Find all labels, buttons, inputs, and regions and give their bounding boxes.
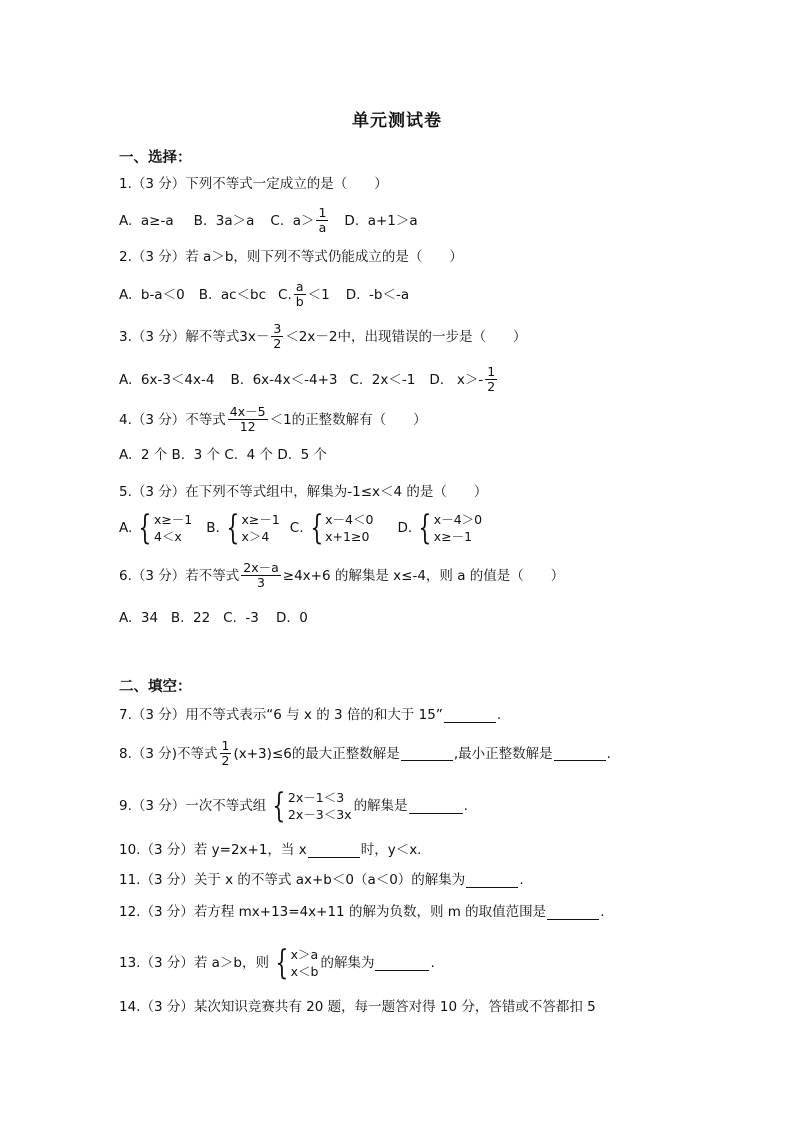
- q5-d-line2: x≥－1: [433, 529, 473, 544]
- question-7: [119, 705, 501, 725]
- q8-middle: 的最大正整数解是: [291, 745, 400, 762]
- q9-prefix: 9.（3 分）一次不等式组: [119, 798, 267, 814]
- question-10: [119, 840, 421, 860]
- q2-option-c-prefix: C.: [278, 286, 292, 303]
- q5-option-a-system: [134, 508, 193, 548]
- q8-numerator: 1: [221, 738, 230, 753]
- q5-c-line2: x+1≥0: [325, 529, 370, 544]
- q5-b-line1: x≥－1: [241, 512, 280, 527]
- q6-options-text: A. 34 B. 22 C. -3 D. 0: [119, 610, 308, 626]
- q12-suffix: .: [600, 904, 605, 920]
- q14-text: 14.（3 分）某次知识竞赛共有 20 题，每一题答对得 10 分，答错或不答都扣 5: [119, 999, 596, 1015]
- q8-prefix: 8.（3 分)不等式: [119, 745, 218, 762]
- q4-stem-suffix: ＜1的正整数解有（ ）: [269, 411, 427, 428]
- q2-option-d: D. -b＜-a: [345, 286, 410, 303]
- question-6-stem: [119, 561, 564, 590]
- question-5-stem: [119, 482, 487, 502]
- q1-option-a: A. a≥-a: [119, 212, 174, 229]
- q5-option-b-system: [222, 508, 280, 548]
- q5-option-c-label: C.: [289, 520, 304, 536]
- q1-option-d: D. a+1＞a: [344, 212, 418, 229]
- question-13: [119, 943, 435, 983]
- q11-suffix: .: [519, 872, 524, 888]
- q1-option-c-prefix: C. a＞: [270, 212, 315, 229]
- q6-fraction: [241, 561, 281, 590]
- q2-stem-text: 2.（3 分）若 a＞b，则下列不等式仍能成立的是（ ）: [119, 249, 463, 265]
- q10-answer-blank[interactable]: [308, 843, 360, 858]
- brace-icon: {: [138, 508, 152, 548]
- q3-expr-denominator: 2: [273, 336, 282, 351]
- q8-suffix: .: [606, 745, 611, 762]
- q3-stem-suffix: 中，出现错误的一步是（ ）: [337, 328, 527, 345]
- q7-text: 7.（3 分）用不等式表示“6 与 x 的 3 倍的和大于 15”: [119, 707, 443, 723]
- q6-denominator: 3: [257, 575, 265, 590]
- brace-icon: {: [226, 508, 240, 548]
- q8-middle2: ,最小正整数解是: [453, 745, 553, 762]
- q5-option-a-label: A.: [119, 520, 133, 536]
- q4-numerator: 4x－5: [229, 404, 266, 419]
- question-14: [119, 997, 596, 1017]
- q3-option-d-prefix: D. x＞-: [429, 371, 484, 388]
- q5-d-line1: x－4＞0: [433, 512, 483, 527]
- brace-icon: {: [272, 786, 286, 826]
- q8-denominator: 2: [221, 753, 230, 768]
- question-4-options: [119, 445, 327, 465]
- q7-suffix: .: [496, 707, 502, 723]
- question-3-options: [119, 365, 499, 394]
- q8-max-answer-blank[interactable]: [401, 746, 453, 761]
- q12-prefix: 12.（3 分）若方程 mx+13=4x+11 的解为负数，则 m 的取值范围是: [119, 904, 547, 920]
- q9-answer-blank[interactable]: [409, 799, 463, 814]
- q9-suffix: .: [463, 798, 468, 814]
- q13-suffix: .: [430, 955, 435, 971]
- q2-option-c-fraction: [294, 280, 306, 309]
- q9-middle: 的解集是: [353, 798, 408, 814]
- brace-icon: {: [309, 508, 323, 548]
- q1-option-c-fraction: [316, 206, 328, 235]
- q3-option-d-fraction: [485, 365, 497, 394]
- q5-stem-text: 5.（3 分）在下列不等式组中，解集为-1≤x＜4 的是（ ）: [119, 484, 488, 500]
- q9-line2: 2x－3＜3x: [287, 807, 352, 822]
- q1-c-denominator: a: [318, 220, 327, 235]
- q4-denominator: 12: [239, 419, 256, 434]
- q3-expr-prefix: 3x－: [239, 328, 270, 345]
- q5-option-d-label: D.: [397, 520, 413, 536]
- q5-option-c-system: [306, 508, 374, 548]
- q7-answer-blank[interactable]: [444, 708, 496, 723]
- question-11: [119, 870, 524, 890]
- q13-prefix: 13.（3 分）若 a＞b，则: [119, 955, 269, 971]
- question-1-options: [119, 206, 418, 235]
- q1-stem-text: 1.（3 分）下列不等式一定成立的是（ ）: [119, 176, 388, 192]
- section-choice-heading: 一、选择：: [119, 149, 192, 166]
- q13-line2: x＜b: [290, 964, 319, 979]
- q6-stem-prefix: 6.（3 分）若不等式: [119, 567, 240, 584]
- q13-middle: 的解集为: [320, 955, 375, 971]
- q1-c-numerator: 1: [318, 205, 327, 220]
- q3-d-denominator: 2: [487, 379, 496, 394]
- q5-a-line1: x≥－1: [153, 512, 193, 527]
- q6-stem-suffix: ≥4x+6 的解集是 x≤-4，则 a 的值是（ ）: [282, 567, 565, 584]
- q8-fraction: [220, 739, 232, 768]
- q3-d-numerator: 1: [487, 364, 496, 379]
- question-6-options: [119, 608, 308, 628]
- brace-icon: {: [275, 943, 289, 983]
- q4-fraction: [228, 405, 268, 434]
- question-2-stem: [119, 247, 463, 267]
- q4-stem-prefix: 4.（3 分）不等式: [119, 411, 226, 428]
- question-4-stem: [119, 405, 427, 434]
- q5-option-b-label: B.: [206, 520, 220, 536]
- question-1-stem: [119, 174, 388, 194]
- q11-prefix: 11.（3 分）关于 x 的不等式 ax+b＜0（a＜0）的解集为: [119, 872, 466, 888]
- q9-line1: 2x－1＜3: [287, 790, 345, 805]
- q13-answer-blank[interactable]: [375, 956, 429, 971]
- q10-suffix: 时，y＜x.: [360, 842, 422, 858]
- question-8: [119, 739, 611, 768]
- q12-answer-blank[interactable]: [547, 905, 599, 920]
- q6-numerator: 2x－a: [243, 560, 279, 575]
- question-5-options: [119, 508, 484, 548]
- q2-c-denominator: b: [295, 294, 304, 309]
- q3-option-a: A. 6x-3＜4x-4: [119, 371, 215, 388]
- q5-option-d-system: [414, 508, 483, 548]
- question-3-stem: [119, 322, 526, 351]
- q4-options-text: A. 2 个 B. 3 个 C. 4 个 D. 5 个: [119, 447, 327, 463]
- q3-option-b: B. 6x-4x＜-4+3: [230, 371, 338, 388]
- q3-option-c: C. 2x＜-1: [349, 371, 416, 388]
- q1-option-b: B. 3a＞a: [193, 212, 255, 229]
- q2-c-numerator: a: [295, 279, 304, 294]
- brace-icon: {: [418, 508, 432, 548]
- q2-option-a: A. b-a＜0: [119, 286, 185, 303]
- q13-line1: x＞a: [290, 947, 319, 962]
- question-12: [119, 902, 604, 922]
- question-2-options: [119, 280, 409, 309]
- q5-a-line2: 4＜x: [153, 529, 182, 544]
- q3-expr-numerator: 3: [273, 321, 282, 336]
- q5-b-line2: x＞4: [241, 529, 270, 544]
- q3-stem-prefix: 3.（3 分）解不等式: [119, 328, 240, 345]
- q2-option-c-suffix: ＜1: [307, 286, 330, 303]
- q10-prefix: 10.（3 分）若 y=2x+1，当 x: [119, 842, 307, 858]
- q5-c-line1: x－4＜0: [325, 512, 374, 527]
- section-fill-heading: 二、填空：: [119, 678, 192, 695]
- q3-expr-suffix: ＜2x－2: [285, 328, 338, 345]
- q2-option-b: B. ac＜bc: [198, 286, 267, 303]
- question-9: [119, 786, 468, 826]
- q11-answer-blank[interactable]: [466, 873, 518, 888]
- q13-system: [271, 943, 319, 983]
- q8-min-answer-blank[interactable]: [554, 746, 606, 761]
- q9-system: [268, 786, 352, 826]
- q8-expression: (x+3)≤6: [233, 745, 292, 762]
- q3-expr-fraction: [271, 322, 283, 351]
- page-title: 单元测试卷: [352, 111, 442, 131]
